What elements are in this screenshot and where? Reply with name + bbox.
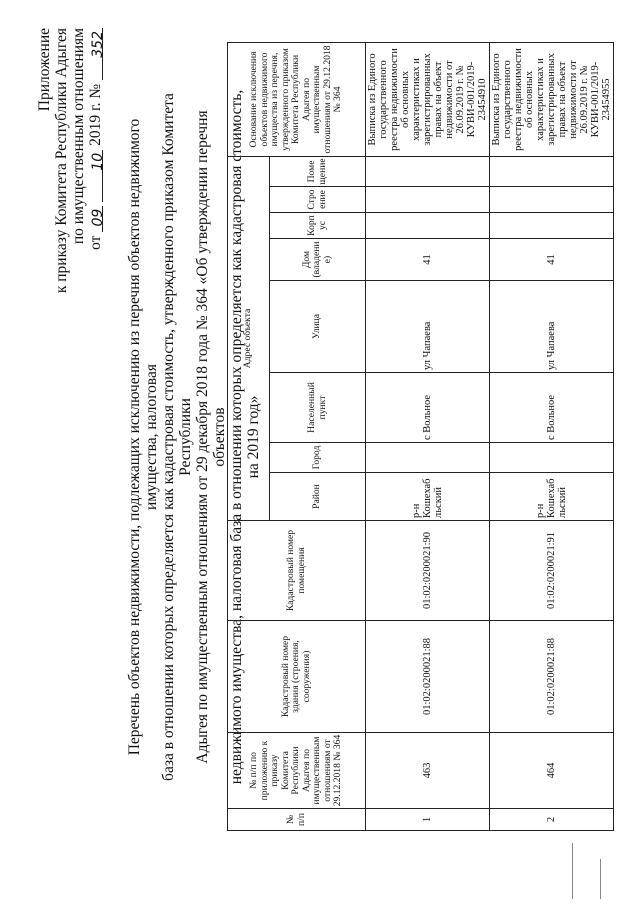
cell-district: р-н Кошехабльский [366, 473, 490, 521]
date-day-field [89, 206, 106, 232]
header-cad-building: Кадастровый номер здания (строения, сооружения) [228, 621, 366, 733]
cell-street: ул Чапаева [490, 281, 614, 373]
cell-cad-room: 01:02:0200021:90 [366, 521, 490, 621]
order-number-field [89, 28, 106, 80]
header-room: Помещение [270, 156, 366, 186]
cell-num: 1 [366, 809, 490, 831]
cell-district: р-н Кошехабльский [490, 473, 614, 521]
header-building: Строение [270, 187, 366, 213]
title-line-3: Адыгея по имущественным отношениям от 29 декабря 2018 года № 364 «Об утверждении перечня объектов [194, 110, 228, 764]
header-street: Улица [270, 281, 366, 373]
cell-basis: Выписка из Единого государственного реестра недвижимости об основных характеристиках и зарегистрированных правах на объект недвижимости от 26.09.2019 г. № КУВИ-001/2019-23454910 [366, 42, 490, 156]
header-address: Адрес объекта [228, 156, 270, 520]
cell-building [366, 187, 490, 213]
appendix-department: по имущественным отношениям [70, 28, 87, 245]
scan-edge-line [600, 859, 601, 899]
cell-korpus [366, 213, 490, 239]
header-num: № п/п [228, 809, 366, 831]
header-city: Город [270, 443, 366, 473]
table-row [490, 42, 614, 830]
header-house: Дом (владение) [270, 239, 366, 281]
scan-edge-line [572, 843, 573, 899]
order-number: 352 [90, 31, 106, 58]
cell-settlement: с Вольное [366, 373, 490, 443]
header-appendix-num: № п/п по приложению к приказу Комитета Республики Адыгея по имущественным отношениям от 29.12.2018 № 364 [228, 733, 366, 809]
cell-cad-building: 01:02:0200021:88 [490, 621, 614, 733]
appendix-date-line [87, 28, 104, 358]
date-year-text: 2019 г. № [87, 83, 104, 146]
cell-street: ул Чапаева [366, 281, 490, 373]
cell-appendix-num: 463 [366, 733, 490, 809]
appendix-order-ref: к приказу Комитета Республики Адыгея [53, 28, 70, 294]
cell-cad-building: 01:02:0200021:88 [366, 621, 490, 733]
cell-building [490, 187, 614, 213]
cell-room [366, 156, 490, 186]
date-month: 10 [90, 152, 106, 171]
cell-city [366, 443, 490, 473]
cell-cad-room: 01:02:0200021:91 [490, 521, 614, 621]
title-line-1: Перечень объектов недвижимости, подлежащих исключению из перечня объектов недвижимого имущества, налоговая [126, 118, 160, 756]
header-korpus: Корпус [270, 213, 366, 239]
cell-num: 2 [490, 809, 614, 831]
title-line-5: на 2019 год» [245, 395, 262, 479]
cell-basis: Выписка из Единого государственного реестра недвижимости об основных характеристиках и зарегистрированных правах на объект недвижимости от 26.09.2019 г. № КУВИ-001/2019-23454955 [490, 42, 614, 156]
header-district: Район [270, 473, 366, 521]
appendix-title: Приложение [36, 28, 53, 112]
cell-house: 41 [366, 239, 490, 281]
header-basis: Основание исключения объектов недвижимого имущества из перечня, утвержденного приказом Комитета Республики Адыгея по имущественным отношениям от 29.12.2018 № 364 [228, 42, 366, 156]
title-line-4: недвижимого имущества, налоговая база в отношении которых определяется как кадастровая стоимость, [228, 89, 245, 785]
date-prefix: от [87, 235, 104, 250]
date-month-field [89, 150, 106, 202]
cell-house: 41 [490, 239, 614, 281]
exclusion-table [227, 42, 614, 831]
cell-settlement: с Вольное [490, 373, 614, 443]
header-cad-room: Кадастровый номер помещения [228, 521, 366, 621]
cell-city [490, 443, 614, 473]
cell-room [490, 156, 614, 186]
header-settlement: Населенный пункт [270, 373, 366, 443]
title-line-2: база в отношении которых определяется как кадастровая стоимость, утвержденного приказом Комитета Республики [160, 93, 194, 781]
table-row [366, 42, 490, 830]
cell-korpus [490, 213, 614, 239]
date-day: 09 [90, 208, 106, 227]
cell-appendix-num: 464 [490, 733, 614, 809]
appendix-block [36, 28, 104, 358]
